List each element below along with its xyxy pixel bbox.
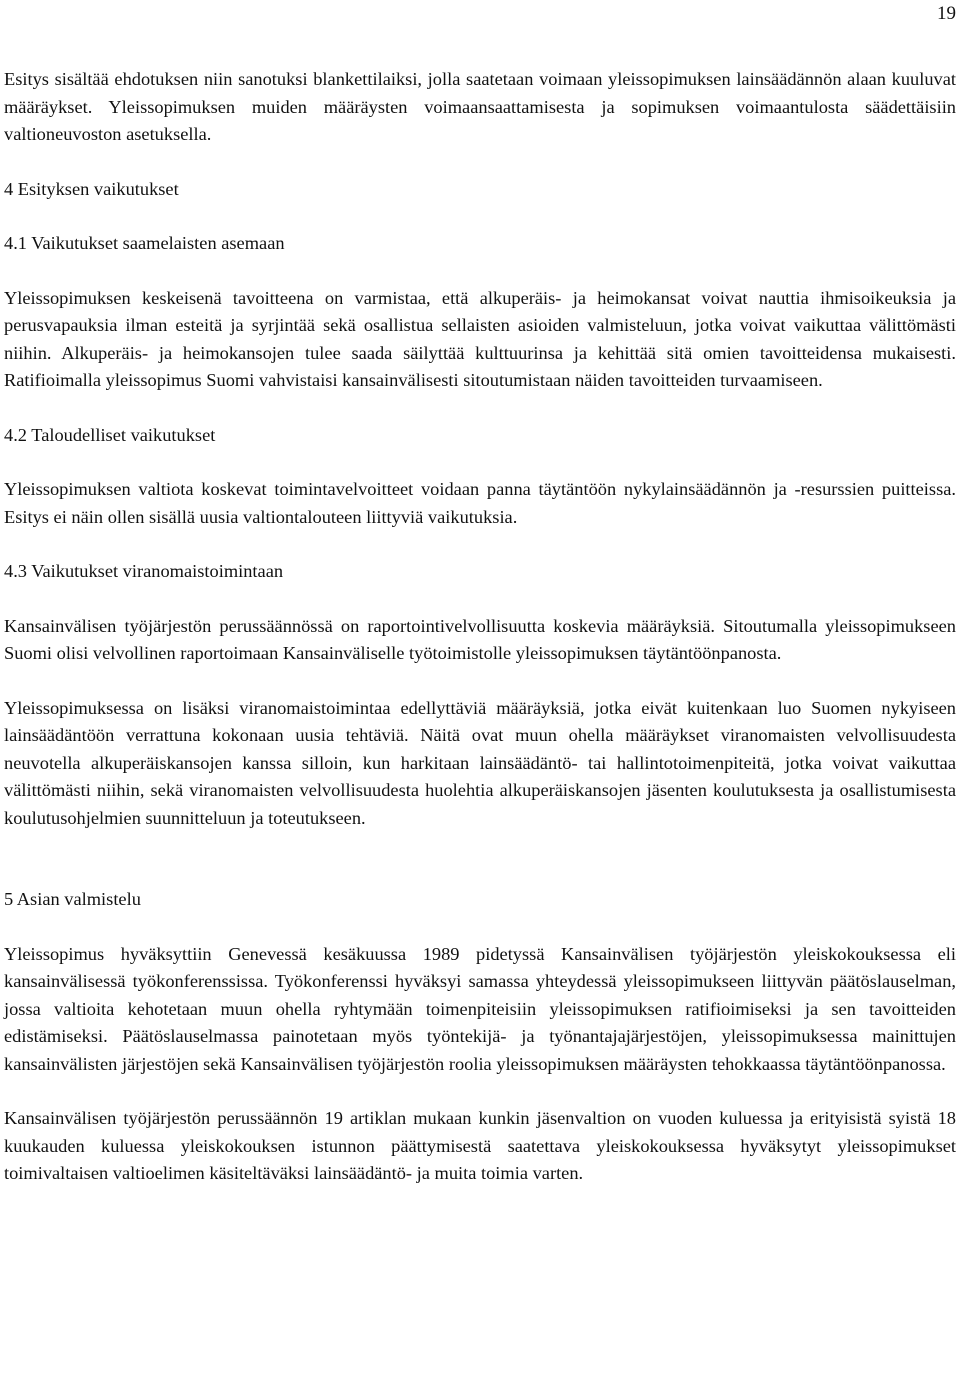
document-body bbox=[4, 66, 956, 1188]
intro-paragraph: Esitys sisältää ehdotuksen niin sanotuksi blankettilaiksi, jolla saatetaan voimaan yleissopimuksen lainsäädännön alaan kuuluvat määräykset. Yleissopimuksen muiden määräysten voimaansaattamisesta ja sopimuksen voimaantulosta säädettäisiin valtioneuvoston asetuksella. bbox=[4, 69, 956, 144]
section-4-3-paragraph-1: Kansainvälisen työjärjestön perussäännössä on raportointivelvollisuutta koskevia määräyksiä. Sitoutumalla yleissopimukseen Suomi olisi velvollinen raportoimaan Kansainväliselle työtoimistolle yleissopimuksen täytäntöönpanosta. bbox=[4, 615, 956, 663]
section-5-paragraph-2: Kansainvälisen työjärjestön perussäännön 19 artiklan mukaan kunkin jäsenvaltion on vuoden kuluessa ja erityisistä syistä 18 kuukauden kuluessa yleiskokouksen istunnon päättymisestä saatettava yleiskokouksessa hyväksytyt yleissopimukset toimivaltaisen valtioelimen käsiteltäväksi lainsäädäntö- ja muita toimia varten. bbox=[4, 1108, 956, 1183]
section-heading-4: 4 Esityksen vaikutukset bbox=[4, 178, 179, 199]
section-5-paragraph-1: Yleissopimus hyväksyttiin Genevessä kesäkuussa 1989 pidetyssä Kansainvälisen työjärjestön yleiskokouksessa eli kansainvälisessä työkonferenssissa. Työkonferenssi hyväksyi samassa yhteydessä yleissopimukseen liittyvän päätöslauselman, jossa valtioita kehotetaan muun ohella ryhtymään toimenpiteisiin yleissopimuksen ratifioimiseksi ja sen tavoitteiden edistämiseksi. Päätöslauselmassa painotetaan myös työntekijä- ja työnantajajärjestöjen, yleissopimuksessa mainittujen kansainvälisten järjestöjen sekä Kansainvälisen työjärjestön roolia yleissopimuksen määräysten tehokkaassa täytäntöönpanossa. bbox=[4, 943, 956, 1074]
section-4-1-paragraph: Yleissopimuksen keskeisenä tavoitteena on varmistaa, että alkuperäis- ja heimokansat voivat nauttia ihmisoikeuksia ja perusvapauksia ilman esteitä ja syrjintää sekä osallistua sellaisten asioiden valmisteluun, jotka voivat vaikuttaa välittömästi niihin. Alkuperäis- ja heimokansojen tulee saada säilyttää kulttuurinsa ja kehittää sitä omien tavoitteidensa mukaisesti. Ratifioimalla yleissopimus Suomi vahvistaisi kansainvälisesti sitoutumistaan näiden tavoitteiden turvaamiseen. bbox=[4, 287, 956, 390]
section-heading-4-3: 4.3 Vaikutukset viranomaistoimintaan bbox=[4, 561, 284, 581]
section-4-3-paragraph-2: Yleissopimuksessa on lisäksi viranomaistoimintaa edellyttäviä määräyksiä, jotka eivät kuitenkaan luo Suomen nykyiseen lainsäädäntöön verrattuna kokonaan uusia tehtäviä. Näitä ovat muun ohella määräykset viranomaisten velvollisuudesta neuvotella alkuperäiskansojen kanssa silloin, kun harkitaan lainsäädäntö- tai hallintotoimenpiteitä, jotka voivat vaikuttaa välittömästi niihin, sekä viranomaisten velvollisuudesta huolehtia alkuperäiskansojen jäsenten koulutuksesta ja osallistumisesta koulutusohjelmien suunnitteluun ja toteutukseen. bbox=[4, 697, 956, 828]
section-heading-4-2: 4.2 Taloudelliset vaikutukset bbox=[4, 424, 216, 445]
section-4-2-paragraph: Yleissopimuksen valtiota koskevat toimintavelvoitteet voidaan panna täytäntöön nykylainsäädännön ja -resurssien puitteissa. Esitys ei näin ollen sisällä uusia valtiontalouteen liittyviä vaikutuksia. bbox=[4, 479, 956, 527]
section-heading-4-1: 4.1 Vaikutukset saamelaisten asemaan bbox=[4, 233, 285, 253]
section-heading-5: 5 Asian valmistelu bbox=[4, 889, 141, 909]
page-number: 19 bbox=[937, 3, 956, 24]
